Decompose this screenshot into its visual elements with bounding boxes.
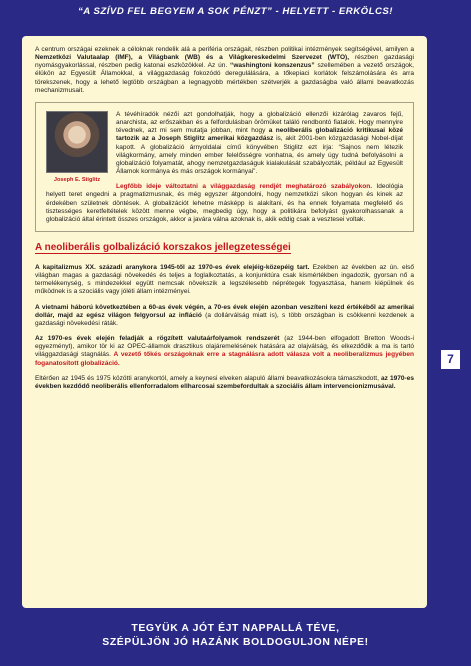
footer-slogan: [0, 622, 471, 650]
section-text-2: (a dollárválság miatt is), s több országban is csökkenni kezdenek a gazdasági növekedési ráták.: [35, 311, 414, 327]
box-text-3: Ideológia helyett teret engedni a pragmatizmusnak, és még egyszer átgondolni, hogy nemzetközi síkon hogyan és kinek az érdekében születnek döntések. A globalizációt lehetne másképp is alakítani, és ha ennek folyamata megfelelő és tisztességes keretfeltételek között menne végbe, megbedig úgy, hogy a politikára befolyást gyakorolhassanak a globalizáció által érintett összes országok, akkor a javára válna azoknak is, akik eddig csak a vesztesei voltak.: [46, 183, 403, 223]
section-bold-2: A vietnami háború következtében a 60-as évek végén, a 70-es évek elején azonban veszíteni kezd értékéből az amerikai dollár, majd az egész világon felgyorsul az infláció: [35, 303, 414, 319]
intro-bold-2: “washingtoni konszenzus”: [230, 62, 315, 70]
intro-text-2: részben gazdasági nyomásgyakorlással, részben pedig katonai eszközökkel. Az ún.: [35, 54, 414, 70]
section-paragraph-3: [35, 335, 414, 368]
section-title: [35, 242, 414, 254]
box-bold-1: a neoliberális globalizáció kritikusai közé tartozik az a Joseph Stiglitz amerikai közgazdász: [116, 127, 404, 143]
footer-line-1: TEGYÜK A JÓT ÉJT NAPPALLÁ TÉVE,: [131, 623, 340, 634]
box-red-1: Legfőbb ideje változtatni a világgazdaság rendjét meghatározó szabályokon.: [116, 183, 373, 191]
photo-caption: Joseph E. Stiglitz: [53, 176, 101, 183]
section-text-1: Ezekben az években az ún. első világban magas a gazdasági növekedés és teljes a foglalkoztatás, a konjunktúra csak kismértékben ingadozik, gyorsan nő a termelékenység, s mindezekkel együtt nemcsak növekszik a legszélesebb néprétegek fogyasztása, hanem kiépülnek és működnek is a szociális vagy jóléti állam intézményei.: [35, 263, 414, 296]
section-text-4: Eltérően az 1945 és 1975 közötti aranykortól, amely a keynesi elveken alapuló állami beavatkozásokra támaszkodott,: [35, 374, 381, 382]
box-text-1: A tévéhíradók nézői azt gondolhatják, hogy a globalizáció ellenzői kizárólag zavaros fejű, anarchista, az erőszakban és a felfordulásban örömüket találó rendbontó fiatalok. Hogy mennyire tévednek, azt mi sem mutatja jobban, mint hogy: [116, 110, 403, 135]
section-bold-1: A kapitalizmus XX. századi aranykora 1945-től az 1970-es évek elejéig-közepéig tart.: [35, 263, 310, 271]
section-paragraph-4: [35, 375, 414, 391]
section-bold-4: az 1970-es években kezdődő neoliberális ellenforradalom ellharcosai szembefordultak a szociális állam intervencionizmusával.: [35, 374, 414, 390]
section-title-text: A neoliberális golbalizáció korszakos jellegzetességei: [35, 241, 291, 253]
section-red-1: A vezető tőkés országoknak erre a stagnálásra adott válasza volt a neoliberalizmus jegyében foganatosított globalizáció.: [35, 351, 414, 367]
stiglitz-photo-block: [46, 111, 108, 184]
intro-text-1: A centrum országai ezeknek a céloknak rendelik alá a periféria országait, részben politikai intézmények segítségével, amilyen a: [35, 46, 414, 53]
content-panel: [22, 36, 427, 608]
footer-line-2: SZÉPÜLJÖN JÓ HAZÁNK BOLDOGULJON NÉPE!: [102, 637, 369, 648]
stiglitz-box: [35, 102, 414, 232]
intro-text-3: szellemében a vezető országok, élükön az Egyesült Államokkal, a világgazdaság fokozódó deregulálására, a tőkepiaci korlátok felszámolására és arra törekszenek, hogy a lehető legtöbb országban a legnagyobb mértékben szétverjék a gazdaságba való állami beavatkozás mechanizmusait.: [35, 62, 414, 94]
section-text-3: (az 1944-ben elfogadott Bretton Woods-i egyezményt), amikor tör ki az OPEC-államok drasztikus olajáremelésének hatására az olajválság, és elkezdődik a ma is tartó világgazdasági stagnálás.: [35, 335, 414, 359]
header-title: “A SZÍVD FEL BEGYEM A SOK PÉNZT” - HELYETT - ERKÖLCS!: [77, 6, 394, 17]
stiglitz-photo: [46, 111, 108, 173]
box-text-2: is, akit 2001-ben közgazdasági Nobel-díjat kapott. A globalizáció árnyoldalai című könyvében Stiglitz ezt írja: “Sajnos nem létezik világkormány, amely minden ember felelősségre vonhatna, és amely úgy tudná befolyásolni a globalizáció folyamatát, ahogy nemzetgazdaságuk kialakulását szabályozták, például az Egyesült Államok kormánya és más országok kormányai”.: [116, 135, 403, 176]
page-number: 7: [441, 350, 460, 369]
box-paragraph-2: [46, 183, 403, 224]
section-paragraph-1: [35, 264, 414, 297]
section-paragraph-2: [35, 304, 414, 328]
intro-paragraph: [35, 46, 414, 95]
section-bold-3: Az 1970-es évek elején feladják a rögzített valutaárfolyamok rendszerét: [35, 335, 280, 343]
intro-bold-1: Nemzetközi Valutaalap (IMF), a Világbank (WB) és a Világkereskedelmi Szervezet (WTO),: [35, 54, 350, 62]
